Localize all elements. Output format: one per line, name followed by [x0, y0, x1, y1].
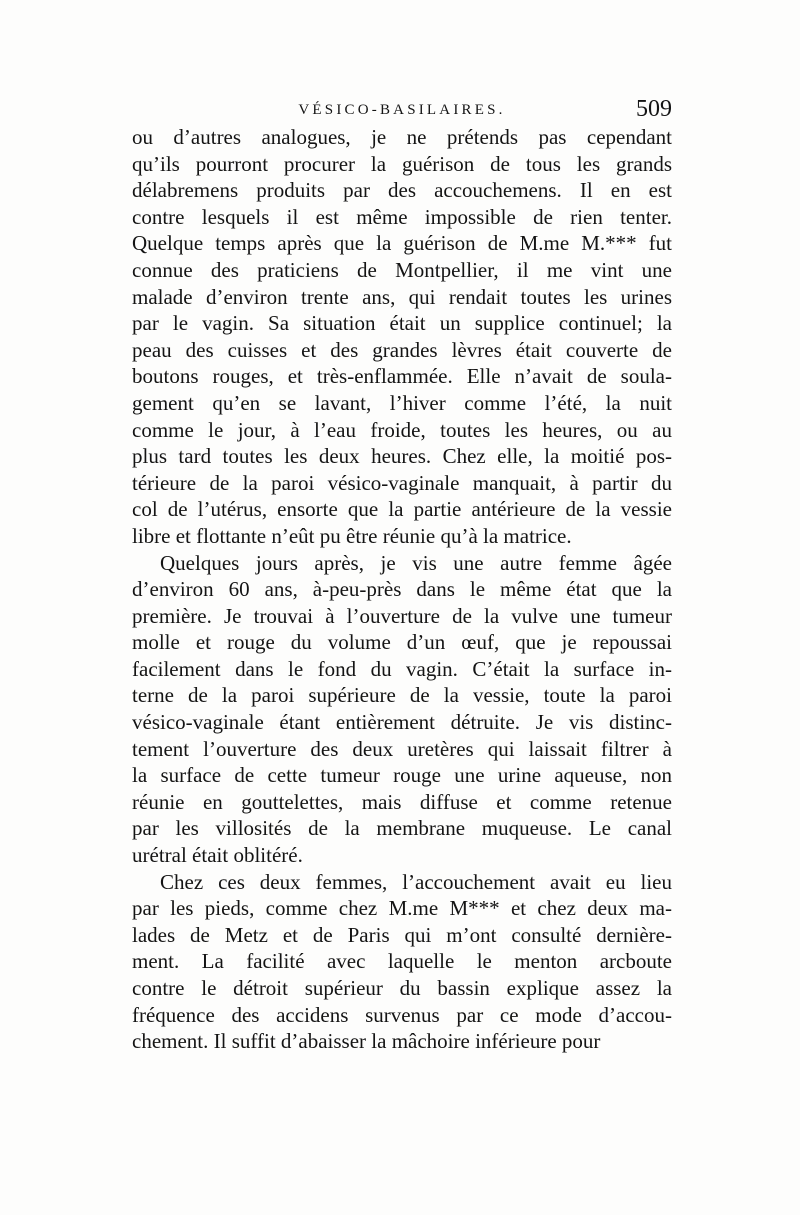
text-line: Quelque temps après que la guérison de M.me M.*** fut	[132, 231, 672, 256]
text-line: chement. Il suffit d’abaisser la mâchoire inférieure pour	[132, 1029, 601, 1054]
text-line: molle et rouge du volume d’un œuf, que je repoussai	[132, 630, 672, 655]
text-line: terne de la paroi supérieure de la vessie, toute la paroi	[132, 683, 672, 708]
text-line: contre le détroit supérieur du bassin explique assez la	[132, 976, 672, 1000]
text-line: la surface de cette tumeur rouge une urine aqueuse, non	[132, 763, 672, 788]
text-line: libre et flottante n’eût pu être réunie qu’à la matrice.	[132, 523, 572, 548]
text-line: contre lesquels il est même impossible de rien tenter.	[132, 204, 672, 229]
text-line: d’environ 60 ans, à-peu-près dans le même état que la	[132, 577, 672, 602]
text-line: par les villosités de la membrane muqueuse. Le canal	[132, 816, 672, 841]
text-line: première. Je trouvai à l’ouverture de la vulve une tumeur	[132, 603, 672, 628]
text-line: boutons rouges, et très-enflammée. Elle n’avait de soula-	[132, 364, 672, 389]
text-line: ou d’autres analogues, je ne prétends pas cependant	[132, 125, 672, 149]
text-line: gement qu’en se lavant, l’hiver comme l’été, la nuit	[132, 390, 672, 415]
text-line: Chez ces deux femmes, l’accouchement avait eu lieu	[160, 869, 672, 894]
text-line: peau des cuisses et des grandes lèvres était couverte de	[132, 337, 672, 362]
text-line: malade d’environ trente ans, qui rendait toutes les urines	[132, 284, 672, 309]
text-line: urétral était oblitéré.	[132, 843, 303, 868]
text-line: lades de Metz et de Paris qui m’ont consulté dernière-	[132, 922, 672, 947]
text-line: par les pieds, comme chez M.me M*** et chez deux ma-	[132, 896, 672, 921]
text-line: vésico-vaginale étant entièrement détruite. Je vis distinc-	[132, 710, 672, 735]
text-line: tement l’ouverture des deux uretères qui laissait filtrer à	[132, 736, 672, 761]
text-line: térieure de la paroi vésico-vaginale manquait, à partir du	[132, 470, 672, 495]
running-title: VÉSICO-BASILAIRES.	[298, 102, 506, 118]
running-head	[132, 96, 672, 124]
text-line: facilement dans le fond du vagin. C’était la surface in-	[132, 656, 672, 681]
text-line: col de l’utérus, ensorte que la partie antérieure de la vessie	[132, 497, 672, 522]
text-line: Quelques jours après, je vis une autre femme âgée	[160, 550, 672, 575]
text-line: par le vagin. Sa situation était un supplice continuel; la	[132, 311, 672, 336]
body-text	[132, 124, 672, 1055]
text-line: réunie en gouttelettes, mais diffuse et comme retenue	[132, 789, 672, 814]
text-line: ment. La facilité avec laquelle le menton arcboute	[132, 949, 672, 974]
text-line: comme le jour, à l’eau froide, toutes les heures, ou au	[132, 417, 672, 442]
text-line: délabremens produits par des accouchemens. Il en est	[132, 178, 672, 203]
page-number: 509	[636, 96, 672, 122]
text-line: plus tard toutes les deux heures. Chez elle, la moitié pos-	[132, 444, 672, 469]
text-line: connue des praticiens de Montpellier, il me vint une	[132, 257, 672, 282]
text-line: fréquence des accidens survenus par ce mode d’accou-	[132, 1002, 672, 1027]
text-line: qu’ils pourront procurer la guérison de tous les grands	[132, 151, 672, 176]
